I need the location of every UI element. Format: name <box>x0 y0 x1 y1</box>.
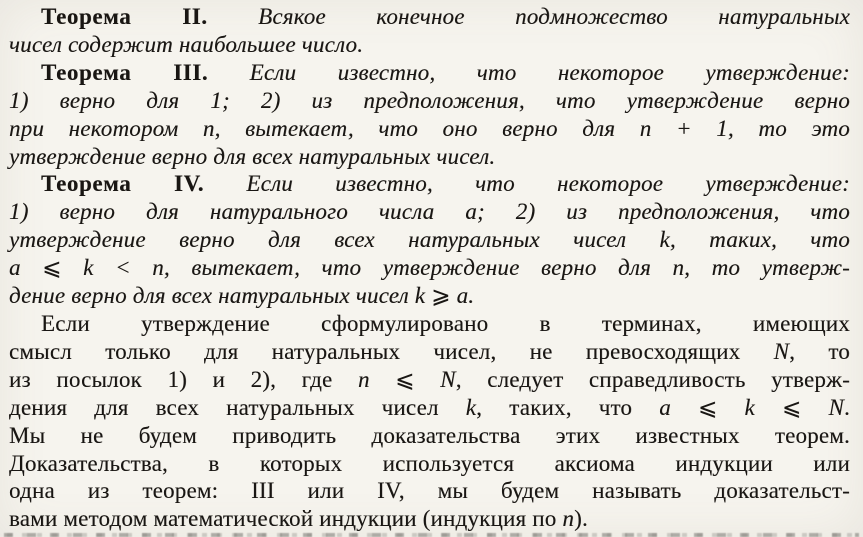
text-run: при некотором n, вытекает, что оно верно для n + 1, то это <box>9 115 850 141</box>
text-line <box>9 450 850 478</box>
math-expression: N <box>773 338 790 364</box>
text-line <box>9 198 850 226</box>
text-line <box>9 310 850 338</box>
text-run: Доказательства, в которых используется аксиома индукции или <box>9 450 850 476</box>
text-run: Мы не будем приводить доказательства этих известных теорем. <box>9 422 850 448</box>
text-line <box>9 31 850 59</box>
text-line <box>9 422 850 450</box>
math-expression: a ⩽ k ⩽ N <box>659 394 845 420</box>
text-line <box>9 366 850 394</box>
text-run: вами методом математической индукции (индукция по <box>9 506 563 532</box>
theorem-label: Теорема II. <box>41 4 208 29</box>
text-run: из посылок 1) и 2), где <box>9 366 358 392</box>
text-run: . <box>844 394 850 420</box>
text-run: дения для всех натуральных чисел <box>9 394 466 420</box>
text-run: Если известно, что некоторое утверждение: <box>208 59 850 85</box>
math-expression: k <box>465 394 477 420</box>
text-run: 1) верно для натурального числа a; 2) из предположения, что <box>9 199 850 225</box>
text-run: утверждение верно для всех натуральных чисел. <box>9 143 496 169</box>
text-run: a ⩽ k < n, вытекает, что утверждение верно для n, то утверж- <box>9 255 850 281</box>
theorem-label: Теорема IV. <box>41 171 205 197</box>
text-line <box>9 87 850 115</box>
text-line <box>9 59 850 87</box>
text-line <box>9 115 850 143</box>
text-run: Если утверждение сформулировано в терминах, имеющих <box>41 310 850 336</box>
text-line <box>9 505 850 533</box>
text-run: дение верно для всех натуральных чисел k ⩾ a. <box>9 283 475 309</box>
text-run: , таких, что <box>476 394 660 420</box>
text-line <box>9 282 850 310</box>
math-expression: n ⩽ N <box>357 366 456 392</box>
text-line <box>9 170 850 198</box>
text-line <box>9 338 850 366</box>
text-run: Всякое конечное подмножество натуральных <box>207 4 850 29</box>
text-run: 1) верно для 1; 2) из предположения, что утверждение верно <box>9 87 850 113</box>
page-bottom-cut-text-artifact <box>4 533 859 537</box>
text-line <box>9 394 850 422</box>
text-block <box>9 3 850 533</box>
text-run: ). <box>574 506 588 532</box>
text-line <box>9 254 850 282</box>
text-line <box>9 226 850 254</box>
text-run: Если известно, что некоторое утверждение: <box>204 171 850 197</box>
math-expression: n <box>562 506 575 532</box>
theorem-label: Теорема III. <box>41 59 209 85</box>
text-run: одна из теорем: III или IV, мы будем называть доказательст- <box>9 478 850 504</box>
text-run: смысл только для натуральных чисел, не превосходящих <box>9 338 774 364</box>
text-run: утверждение верно для всех натуральных чисел k, таких, что <box>9 227 850 253</box>
text-run: , то <box>789 338 850 364</box>
text-run: , следует справедливость утверж- <box>455 366 851 392</box>
text-run: чисел содержит наибольшее число. <box>9 31 364 57</box>
text-line <box>9 143 850 171</box>
text-line <box>9 3 850 31</box>
text-line <box>9 477 850 505</box>
